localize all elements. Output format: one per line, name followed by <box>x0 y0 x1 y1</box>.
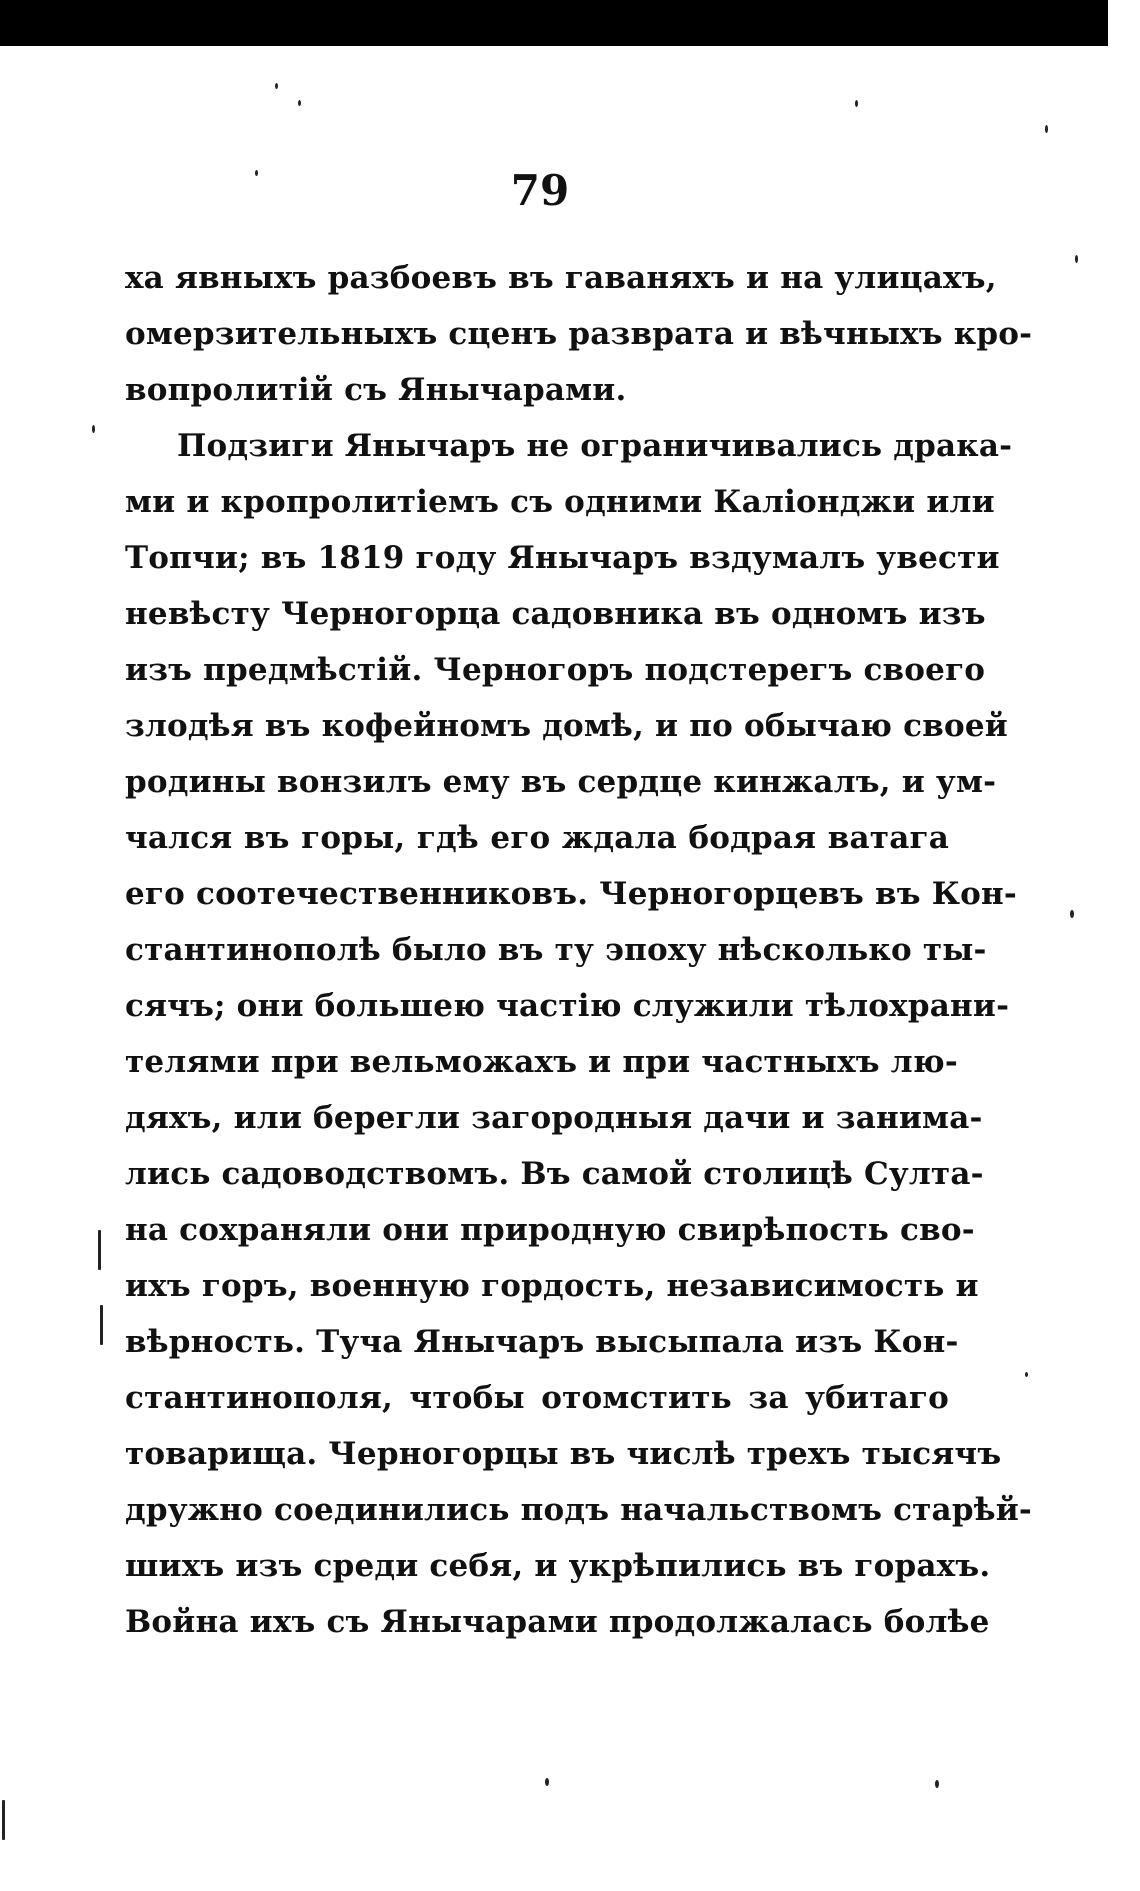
text-line: Война ихъ съ Янычарами продолжалась болѣе <box>125 1604 990 1640</box>
scan-speck <box>1045 125 1048 133</box>
scan-speck <box>545 1778 549 1786</box>
scan-top-border <box>0 0 1108 46</box>
text-line: стантинополя, чтобы отомстить за убитаго <box>125 1380 949 1416</box>
scan-speck <box>935 1780 939 1788</box>
page-number: 79 <box>510 166 570 215</box>
scan-speck <box>100 1305 103 1345</box>
scan-speck <box>255 170 258 176</box>
text-line: чался въ горы, гдѣ его ждала бодрая ватага <box>125 820 949 856</box>
text-line: ихъ горъ, военную гордость, независимость и <box>125 1268 979 1304</box>
text-line: невѣсту Черногорца садовника въ одномъ изъ <box>125 596 986 632</box>
scan-speck <box>298 100 301 106</box>
text-line: его соотечественниковъ. Черногорцевъ въ Кон- <box>125 876 1017 912</box>
scan-speck <box>1075 255 1078 263</box>
text-line: стантинополѣ было въ ту эпоху нѣсколько ты- <box>125 932 987 968</box>
body-text <box>125 250 1033 1650</box>
text-line: шихъ изъ среди себя, и укрѣпились въ горахъ. <box>125 1548 991 1584</box>
text-line: сячъ; они большею частію служили тѣлохрани- <box>125 988 1010 1024</box>
text-line: Подзиги Янычаръ не ограничивались драка- <box>177 428 1013 464</box>
scan-speck <box>2 1800 5 1840</box>
text-line: родины вонзилъ ему въ сердце кинжалъ, и ум- <box>125 764 997 800</box>
text-line: вопролитій съ Янычарами. <box>125 372 627 408</box>
scan-speck <box>855 100 858 107</box>
text-line: изъ предмѣстій. Черногоръ подстерегъ своего <box>125 652 986 688</box>
text-line: омерзительныхъ сценъ разврата и вѣчныхъ кро- <box>125 316 1033 352</box>
text-line: лись садоводствомъ. Въ самой столицѣ Султа- <box>125 1156 984 1192</box>
text-line: ми и кропролитіемъ съ одними Каліонджи или <box>125 484 995 520</box>
scan-speck <box>92 425 95 433</box>
text-line: дружно соединились подъ начальствомъ старѣй- <box>125 1492 1032 1528</box>
scan-speck <box>1025 1372 1028 1377</box>
text-line: дяхъ, или берегли загородныя дачи и занима- <box>125 1100 983 1136</box>
scan-speck <box>98 1230 101 1270</box>
text-line: ха явныхъ разбоевъ въ гаваняхъ и на улицахъ, <box>125 260 997 296</box>
scan-speck <box>1070 910 1074 918</box>
text-line: товарища. Черногорцы въ числѣ трехъ тысячъ <box>125 1436 1002 1472</box>
text-line: Топчи; въ 1819 году Янычаръ вздумалъ увести <box>125 540 1000 576</box>
text-line: злодѣя въ кофейномъ домѣ, и по обычаю своей <box>125 708 1008 744</box>
text-line: телями при вельможахъ и при частныхъ лю- <box>125 1044 958 1080</box>
scan-speck <box>275 83 278 89</box>
text-line: на сохраняли они природную свирѣпость сво- <box>125 1212 975 1248</box>
text-line: вѣрность. Туча Янычаръ высыпала изъ Кон- <box>125 1324 959 1360</box>
